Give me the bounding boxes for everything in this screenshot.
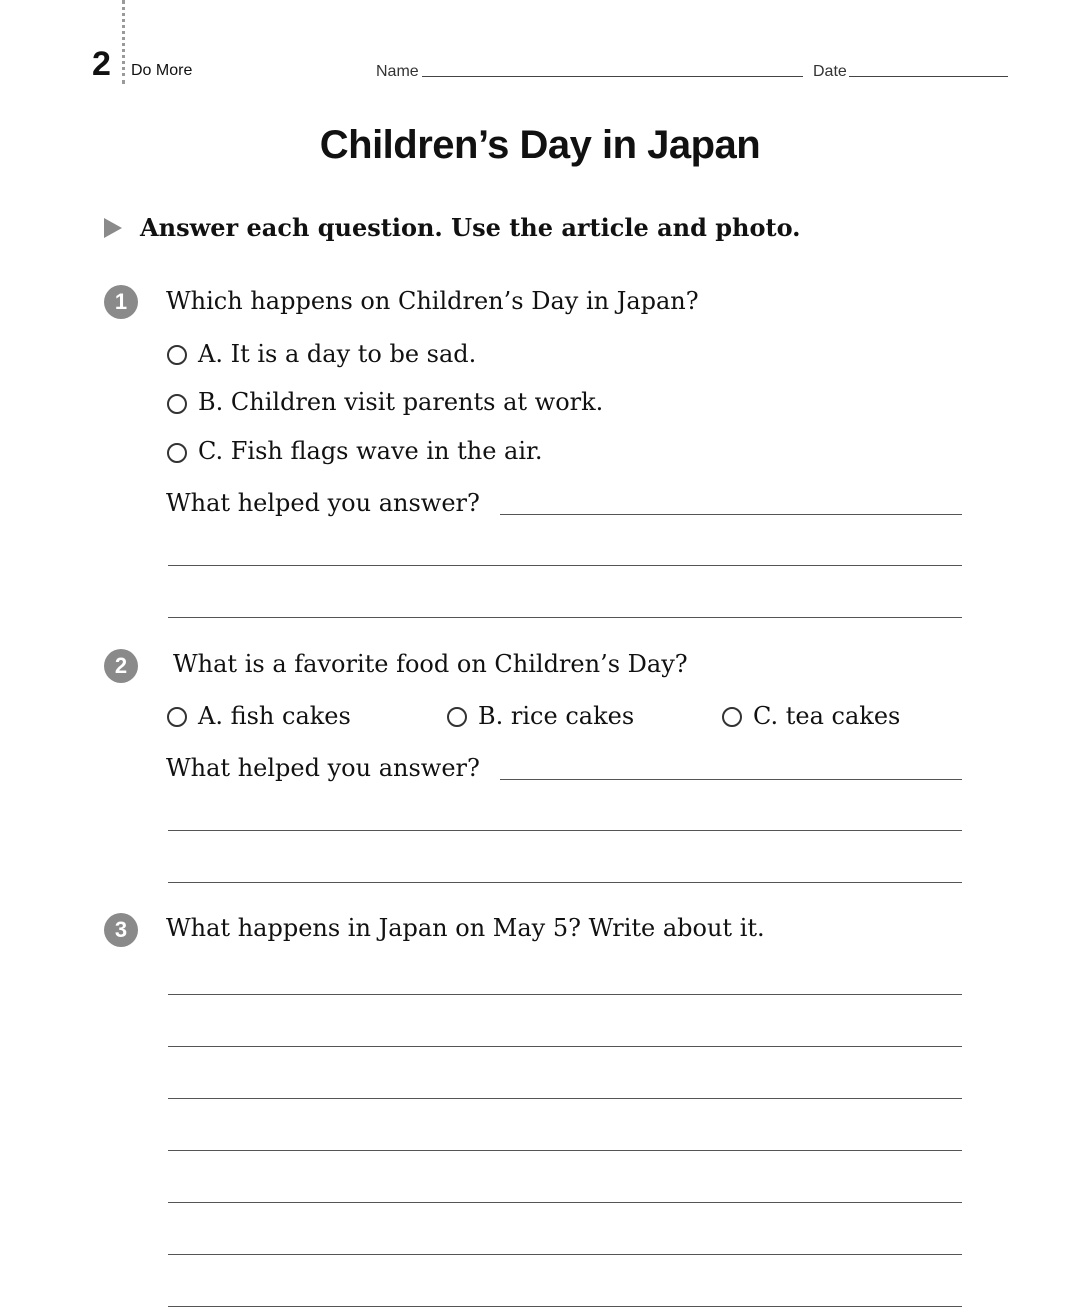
- option-label: C. tea cakes: [753, 702, 901, 730]
- name-label: Name: [376, 63, 419, 80]
- answer-line[interactable]: [500, 514, 962, 515]
- date-label: Date: [813, 63, 847, 80]
- answer-line[interactable]: [168, 994, 962, 995]
- question-number-badge: 1: [104, 285, 138, 319]
- answer-line[interactable]: [168, 1202, 962, 1203]
- answer-line[interactable]: [168, 1150, 962, 1151]
- question-number-badge: 3: [104, 913, 138, 947]
- question-text: What happens in Japan on May 5? Write about it.: [166, 914, 765, 942]
- option-radio[interactable]: [167, 345, 187, 365]
- option-radio[interactable]: [447, 707, 467, 727]
- option-label: A. fish cakes: [198, 702, 351, 730]
- question-text: Which happens on Children’s Day in Japan?: [166, 287, 699, 315]
- followup-prompt: What helped you answer?: [166, 489, 480, 517]
- option-radio[interactable]: [722, 707, 742, 727]
- option-label: C. Fish flags wave in the air.: [198, 437, 543, 465]
- answer-line[interactable]: [168, 882, 962, 883]
- section-label: Do More: [131, 62, 193, 79]
- answer-line[interactable]: [168, 1046, 962, 1047]
- answer-line[interactable]: [168, 1254, 962, 1255]
- header-divider: [122, 0, 125, 84]
- date-field[interactable]: [849, 76, 1008, 77]
- unit-number: 2: [92, 45, 111, 83]
- option-label: A. It is a day to be sad.: [198, 340, 477, 368]
- option-label: B. Children visit parents at work.: [198, 388, 604, 416]
- play-arrow-icon: [104, 218, 122, 238]
- question-text: What is a favorite food on Children’s Day?: [173, 650, 688, 678]
- question-number-badge: 2: [104, 649, 138, 683]
- option-radio[interactable]: [167, 394, 187, 414]
- answer-line[interactable]: [168, 1098, 962, 1099]
- answer-line[interactable]: [168, 830, 962, 831]
- followup-prompt: What helped you answer?: [166, 754, 480, 782]
- answer-line[interactable]: [168, 565, 962, 566]
- page-title: Children’s Day in Japan: [319, 123, 761, 167]
- answer-line[interactable]: [168, 617, 962, 618]
- name-field[interactable]: [422, 76, 803, 77]
- option-radio[interactable]: [167, 443, 187, 463]
- answer-line[interactable]: [500, 779, 962, 780]
- answer-line[interactable]: [168, 1306, 962, 1307]
- option-label: B. rice cakes: [478, 702, 635, 730]
- instructions: Answer each question. Use the article and photo.: [140, 213, 801, 242]
- option-radio[interactable]: [167, 707, 187, 727]
